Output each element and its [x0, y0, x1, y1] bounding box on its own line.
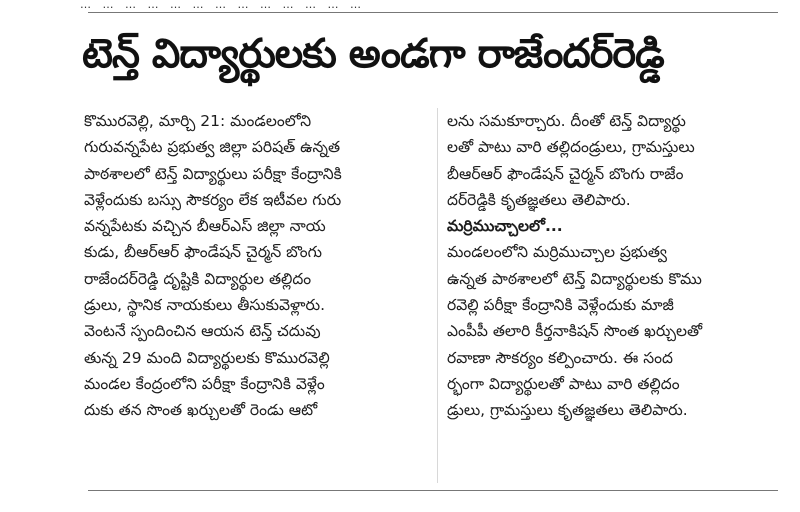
- body-line: డ్రులు, గ్రామస్తులు కృతజ్ఞతలు తెలిపారు.: [447, 401, 688, 420]
- body-line: కుడు, బీఆర్ఆర్ ఫౌండేషన్ చైర్మన్ బొంగు: [84, 243, 322, 262]
- body-line: లతో పాటు వారి తల్లిదండ్రులు, గ్రామస్తులు: [447, 138, 695, 157]
- body-line: రవాణా సౌకర్యం కల్పించారు. ఈ సంద: [447, 348, 673, 367]
- body-line: ఎంపీపీ తలారి కీర్తనాకిషన్ సొంత ఖర్చులతో: [447, 322, 703, 341]
- right-column: [447, 108, 779, 424]
- body-line: వెళ్లేందుకు బస్సు సౌకర్యం లేక ఇటీవల గురు: [84, 190, 342, 209]
- body-line: డ్రులు, స్థానిక నాయకులు తీసుకువెళ్లారు.: [84, 296, 326, 315]
- article-headline: టెన్త్ విద్యార్థులకు అండగా రాజేందర్‌రెడ్డి: [82, 31, 664, 77]
- top-cropped-text: … … … … … … … … … … … … …: [80, 0, 365, 10]
- body-line: దుకు తన సొంత ఖర్చులతో రెండు ఆటో: [84, 401, 318, 420]
- body-line: మండలంలోని మర్రిముచ్చాల ప్రభుత్వ: [447, 243, 668, 262]
- body-line: మండల కేంద్రంలోని పరీక్షా కేంద్రానికి వెళ్లేం: [84, 374, 325, 393]
- body-line: పాఠశాలలో టెన్త్ విద్యార్థులు పరీక్షా కేంద్రానికి: [84, 164, 342, 183]
- body-line: దర్‌రెడ్డికి కృతజ్ఞతలు తెలిపారు.: [447, 190, 631, 209]
- left-column: [84, 108, 428, 424]
- body-line: రవెల్లి పరీక్షా కేంద్రానికి వెళ్లేందుకు మాజీ: [447, 296, 674, 315]
- column-divider: [437, 108, 438, 483]
- top-divider: [88, 12, 778, 13]
- body-line: కొమురవెల్లి, మార్చి 21: మండలంలోని: [84, 112, 312, 130]
- body-line: లను సమకూర్చారు. దీంతో టెన్త్ విద్యార్థు: [447, 112, 686, 130]
- section-subheading: మర్రిముచ్చాలలో...: [447, 217, 563, 236]
- body-line: ఉన్నత పాఠశాలలో టెన్త్ విద్యార్థులకు కొము: [447, 269, 702, 288]
- body-line: ర్భంగా విద్యార్థులతో పాటు వారి తల్లిదం: [447, 374, 680, 393]
- body-line: గురువన్నపేట ప్రభుత్వ జిల్లా పరిషత్ ఉన్నత: [84, 138, 341, 157]
- bottom-divider: [88, 490, 778, 491]
- body-line: వన్నపేటకు వచ్చిన బీఆర్ఎస్ జిల్లా నాయ: [84, 217, 326, 236]
- body-line: వెంటనే స్పందించిన ఆయన టెన్త్ చదువు: [84, 322, 321, 341]
- body-line: తున్న 29 మంది విద్యార్థులకు కొమురవెల్లి: [84, 348, 330, 367]
- body-line: రాజేందర్‌రెడ్డి దృష్టికి విద్యార్థుల తల్లిదం: [84, 269, 312, 288]
- body-line: బీఆర్ఆర్ ఫౌండేషన్ చైర్మన్ బొంగు రాజేం: [447, 164, 684, 183]
